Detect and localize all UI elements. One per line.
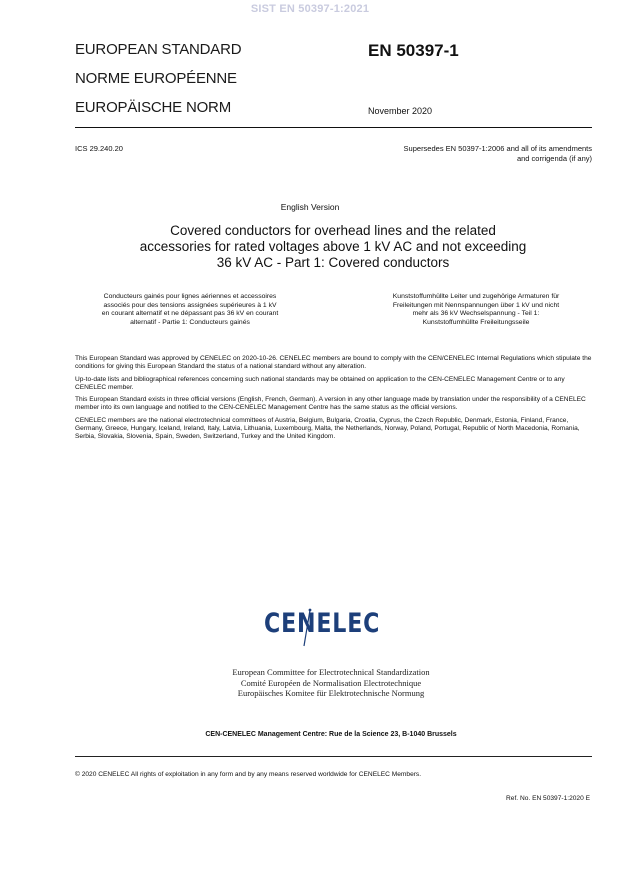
official-versions-paragraph: This European Standard exists in three official versions (English, French, German). A version in any other language made by translation under the responsibility of a CENELEC member into its own language and notified to the CEN-CENELEC Management Centre has the same status as the official versions. xyxy=(75,396,586,412)
standard-type-en: EUROPEAN STANDARD xyxy=(75,41,242,58)
publication-date: November 2020 xyxy=(368,106,433,116)
committee-name-de: Europäisches Komitee für Elektrotechnische Normung xyxy=(237,688,425,698)
title-line-3: 36 kV AC - Part 1: Covered conductors xyxy=(216,255,450,270)
logo-text: CENELEC xyxy=(264,608,381,639)
title-french xyxy=(75,293,305,327)
watermark: SIST EN 50397-1:2021 xyxy=(250,3,370,15)
supersedes-note xyxy=(312,144,592,164)
standard-type-de: EUROPÄISCHE NORM xyxy=(75,99,231,116)
language-version: English Version xyxy=(280,202,340,212)
title-french-line-2: associés pour des tensions assignées supérieures à 1 kV xyxy=(103,301,277,309)
title-german-line-2: Freileitungen mit Nennspannungen über 1 kV und nicht xyxy=(392,301,560,309)
supersedes-line-1: Supersedes EN 50397-1:2006 and all of its amendments xyxy=(403,144,592,153)
committee-names xyxy=(0,667,620,699)
cenelec-logo xyxy=(264,608,394,648)
title-line-2: accessories for rated voltages above 1 kV AC and not exceeding xyxy=(139,239,527,254)
committee-name-fr: Comité Européen de Normalisation Electrotechnique xyxy=(240,677,422,688)
ics-code: ICS 29.240.20 xyxy=(75,144,123,153)
management-centre-address: CEN-CENELEC Management Centre: Rue de la Science 23, B-1040 Brussels xyxy=(205,731,457,738)
standard-type-fr: NORME EUROPÉENNE xyxy=(75,70,237,87)
footer-divider xyxy=(75,756,592,757)
header-divider xyxy=(75,127,592,128)
title-german xyxy=(360,293,592,327)
national-standards-paragraph: Up-to-date lists and bibliographical references concerning such national standards may be obtained on application to the CEN-CENELEC Management Centre or to any CENELEC member. xyxy=(75,375,565,391)
title-french-line-1: Conducteurs gainés pour lignes aériennes et accessoires xyxy=(103,293,277,300)
title-french-line-4: alternatif - Partie 1: Conducteurs gainés xyxy=(130,318,250,326)
standard-number: EN 50397-1 xyxy=(368,41,459,60)
title-german-line-3: mehr als 36 kV Wechselspannung - Teil 1: xyxy=(412,310,540,317)
supersedes-line-2: and corrigenda (if any) xyxy=(516,154,592,163)
reference-number: Ref. No. EN 50397-1:2020 E xyxy=(506,795,590,802)
document-title xyxy=(100,223,566,271)
committee-name-en: European Committee for Electrotechnical Standardization xyxy=(232,667,430,677)
members-paragraph: CENELEC members are the national electrotechnical committees of Austria, Belgium, Bulgaria, Croatia, Cyprus, the Czech Republic, Denmark, Estonia, Finland, France, Germany, Greece, Hungary, Iceland, Ireland, Italy, Latvia, Lithuania, Luxembourg, Malta, the Netherlands, Norway, Poland, Portugal, Republic of North Macedonia, Romania, Serbia, Slovakia, Slovenia, Spain, Sweden, Switzerland, Turkey and the United Kingdom. xyxy=(75,416,580,441)
copyright-notice: © 2020 CENELEC All rights of exploitation in any form and by any means reserved worldwide for CENELEC Members. xyxy=(75,771,422,778)
title-french-line-3: en courant alternatif et ne dépassant pas 36 kV en courant xyxy=(101,310,279,317)
title-german-line-1: Kunststoffumhüllte Leiter und zugehörige Armaturen für xyxy=(392,293,560,300)
title-german-line-4: Kunststoffumhüllte Freileitungsseile xyxy=(422,318,530,326)
approval-paragraphs xyxy=(75,355,595,446)
title-line-1: Covered conductors for overhead lines and the related xyxy=(170,223,496,238)
approval-paragraph: This European Standard was approved by CENELEC on 2020-10-26. CENELEC members are bound to comply with the CEN/CENELEC Internal Regulations which stipulate the conditions for giving this European Standard the status of a national standard without any alteration. xyxy=(75,355,592,371)
